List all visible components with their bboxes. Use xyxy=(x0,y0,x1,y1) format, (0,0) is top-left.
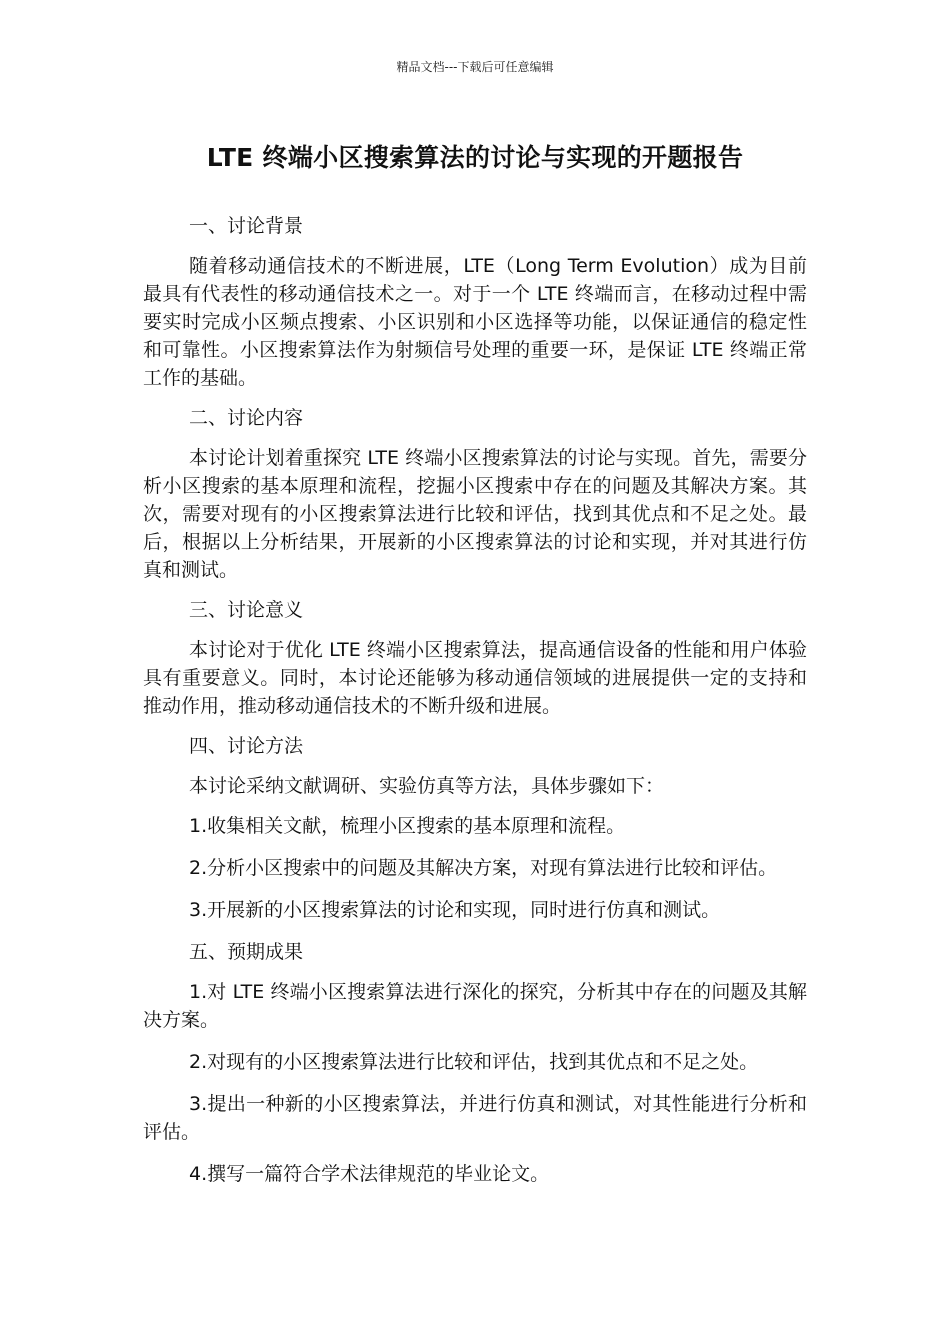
list-item: 1.对 LTE 终端小区搜索算法进行深化的探究，分析其中存在的问题及其解决方案。 xyxy=(143,981,807,1031)
list-item: 4.撰写一篇符合学术法律规范的毕业论文。 xyxy=(189,1163,550,1185)
list-item: 2.对现有的小区搜索算法进行比较和评估，找到其优点和不足之处。 xyxy=(189,1051,759,1073)
document-title: LTE 终端小区搜索算法的讨论与实现的开题报告 xyxy=(206,143,744,172)
page-header-note: 精品文档---下载后可任意编辑 xyxy=(396,60,554,74)
section-heading-method: 四、讨论方法 xyxy=(189,735,304,757)
list-item: 3.开展新的小区搜索算法的讨论和实现，同时进行仿真和测试。 xyxy=(189,899,721,921)
document-body xyxy=(143,212,807,1202)
section-heading-significance: 三、讨论意义 xyxy=(189,599,304,621)
section-heading-background: 一、讨论背景 xyxy=(189,215,304,237)
section-heading-content: 二、讨论内容 xyxy=(189,407,304,429)
section-paragraph-background: 随着移动通信技术的不断进展，LTE（Long Term Evolution）成为目前最具有代表性的移动通信技术之一。对于一个 LTE 终端而言，在移动过程中需要实时完成小区频点搜索、小区识别和小区选择等功能，以保证通信的稳定性和可靠性。小区搜索算法作为射频信号处理的重要一环，是保证 LTE 终端正常工作的基础。 xyxy=(143,255,807,389)
section-heading-outcomes: 五、预期成果 xyxy=(189,941,304,963)
list-item: 3.提出一种新的小区搜索算法，并进行仿真和测试，对其性能进行分析和评估。 xyxy=(143,1093,807,1143)
list-item: 1.收集相关文献，梳理小区搜索的基本原理和流程。 xyxy=(189,815,626,837)
section-intro-method: 本讨论采纳文献调研、实验仿真等方法，具体步骤如下： xyxy=(189,775,665,797)
section-paragraph-significance: 本讨论对于优化 LTE 终端小区搜索算法，提高通信设备的性能和用户体验具有重要意义。同时，本讨论还能够为移动通信领域的进展提供一定的支持和推动作用，推动移动通信技术的不断升级和进展。 xyxy=(143,639,807,717)
section-paragraph-content: 本讨论计划着重探究 LTE 终端小区搜索算法的讨论与实现。首先，需要分析小区搜索的基本原理和流程，挖掘小区搜索中存在的问题及其解决方案。其次，需要对现有的小区搜索算法进行比较和评估，找到其优点和不足之处。最后，根据以上分析结果，开展新的小区搜索算法的讨论和实现，并对其进行仿真和测试。 xyxy=(143,447,807,581)
list-item: 2.分析小区搜索中的问题及其解决方案，对现有算法进行比较和评估。 xyxy=(189,857,778,879)
